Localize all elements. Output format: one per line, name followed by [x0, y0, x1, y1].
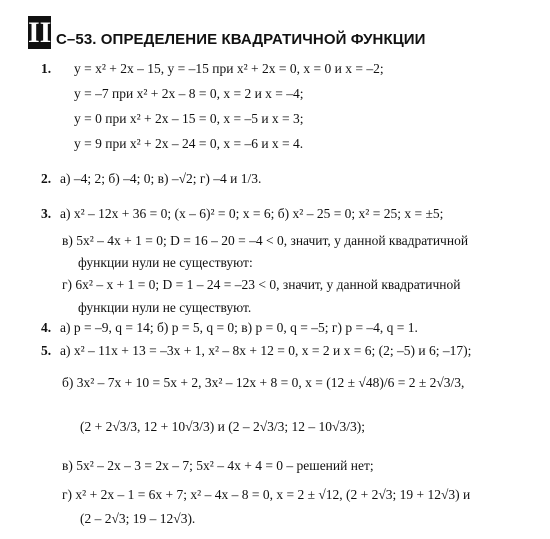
problem-5-part-b-line-2: (2 + 2√3/3, 12 + 10√3/3) и (2 – 2√3/3; 12 – 10√3/3);: [80, 419, 365, 434]
problem-4-number: 4.: [41, 320, 52, 335]
problem-3-part-v-line-1: в) 5x² – 4x + 1 = 0; D = 16 – 20 = –4 < 0, значит, у данной квадратичной: [62, 233, 469, 248]
problem-2-number: 2.: [41, 171, 52, 186]
problem-3-part-v-line-2: функции нули не существуют:: [78, 255, 253, 270]
problem-5-part-v: в) 5x² – 2x – 3 = 2x – 7; 5x² – 4x + 4 = 0 – решений нет;: [62, 458, 374, 473]
problem-5-part-g-line-1: г) x² + 2x – 1 = 6x + 7; x² – 4x – 8 = 0, x = 2 ± √12, (2 + 2√3; 19 + 12√3) и: [62, 487, 471, 502]
problem-1-line-2: y = –7 при x² + 2x – 8 = 0, x = 2 и x = –4;: [74, 86, 304, 101]
problem-4-answers: а) p = –9, q = 14; б) p = 5, q = 0; в) p = 0, q = –5; г) p = –4, q = 1.: [60, 320, 418, 335]
problem-1-number: 1.: [41, 61, 52, 76]
problem-3-part-a-b: а) x² – 12x + 36 = 0; (x – 6)² = 0; x = 6; б) x² – 25 = 0; x² = 25; x = ±5;: [60, 206, 444, 221]
problem-1-line-4: y = 9 при x² + 2x – 24 = 0, x = –6 и x = 4.: [74, 136, 304, 151]
problem-1-line-3: y = 0 при x² + 2x – 15 = 0, x = –5 и x = 3;: [74, 111, 304, 126]
problem-2-answers: а) –4; 2; б) –4; 0; в) –√2; г) –4 и 1/3.: [60, 171, 262, 186]
level-badge: II: [28, 16, 52, 49]
problem-5-number: 5.: [41, 343, 52, 358]
problem-5-part-a: а) x² – 11x + 13 = –3x + 1, x² – 8x + 12 = 0, x = 2 и x = 6; (2; –5) и 6; –17);: [60, 343, 472, 358]
problem-3-part-g-line-2: функции нули не существуют.: [78, 300, 252, 315]
problem-5-part-b-line-1: б) 3x² – 7x + 10 = 5x + 2, 3x² – 12x + 8 = 0, x = (12 ± √48)/6 = 2 ± 2√3/3,: [62, 375, 465, 390]
problem-3-number: 3.: [41, 206, 52, 221]
section-title: С–53. ОПРЕДЕЛЕНИЕ КВАДРАТИЧНОЙ ФУНКЦИИ: [56, 31, 426, 48]
problem-3-part-g-line-1: г) 6x² – x + 1 = 0; D = 1 – 24 = –23 < 0, значит, у данной квадратичной: [62, 277, 461, 292]
problem-5-part-g-line-2: (2 – 2√3; 19 – 12√3).: [80, 511, 196, 526]
problem-1-line-1: y = x² + 2x – 15, y = –15 при x² + 2x = 0, x = 0 и x = –2;: [74, 61, 384, 76]
